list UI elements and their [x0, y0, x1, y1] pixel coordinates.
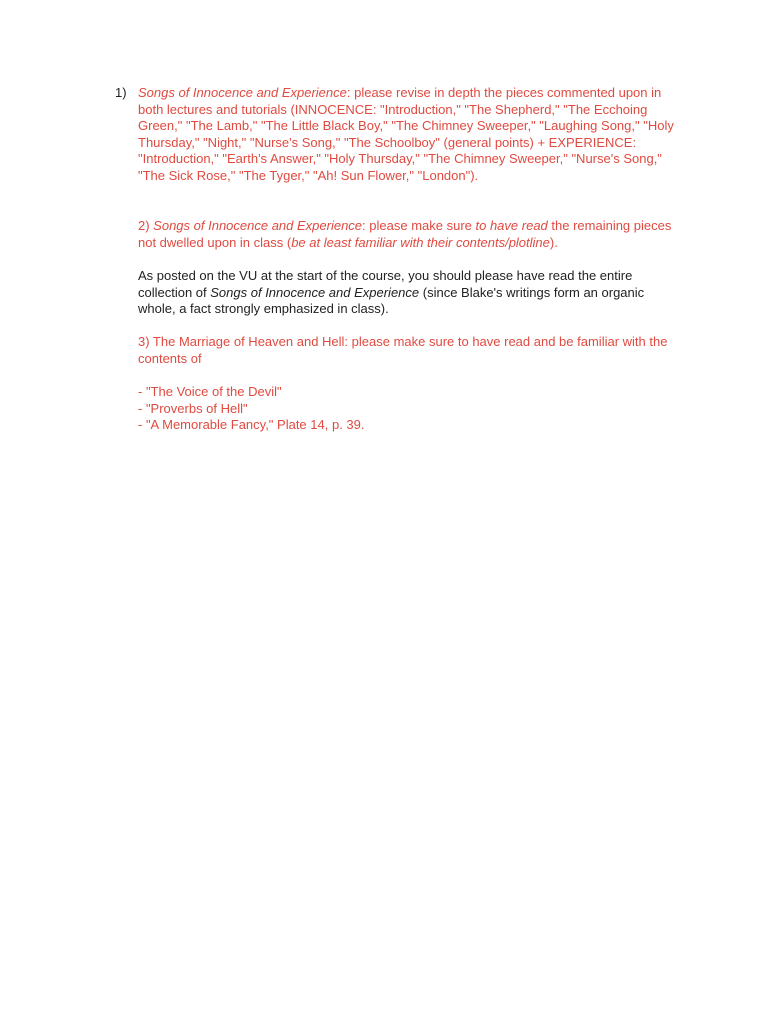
note-text-a: As posted on the VU at the start of the course, you should please have read the entire collection of [138, 268, 633, 300]
list-item: - "A Memorable Fancy," Plate 14, p. 39. [138, 417, 365, 433]
item2-prefix: 2) [138, 218, 154, 233]
item1-title: Songs of Innocence and Experience [138, 85, 347, 100]
note-title: Songs of Innocence and Experience [210, 284, 420, 300]
list-item: - "Proverbs of Hell" [138, 400, 248, 416]
paragraph-item-3: 3) The Marriage of Heaven and Hell: please make sure to have read and be familiar with the contents of [138, 334, 668, 366]
paragraph-item-1 [138, 85, 683, 185]
paragraph-note [138, 268, 683, 318]
note-text-b: (since Blake's writings form an organic whole, a fact strongly emphasized in class). [138, 284, 645, 317]
item2-emphasis-a: to have read [475, 218, 548, 233]
item3-list [138, 384, 683, 434]
paragraph-item-2 [138, 218, 683, 251]
item2-text-a: : please make sure [362, 218, 476, 233]
item1-text: : please revise in depth the pieces commented upon in both lectures and tutorials (INNOCENCE: "Introduction," "The Shepherd," "The Ecchoing Green," "The Lamb," "The Little Black Boy," "The Chimney Sweeper," "Laughing Song," "Holy Thursday," "Night," "Nurse's Song," "The Schoolboy" (general points) + EXPERIENCE: "Introduction," "Earth's Answer," "Holy Thursday," "The Chimney Sweeper," "Nurse's Song," "The Sick Rose," "The Tyger," "Ah! Sun Flower," "London"). [138, 85, 674, 183]
item2-emphasis-b: be at least familiar with their contents/plotline [291, 234, 550, 250]
item2-text-c: ). [549, 234, 558, 250]
item2-text-b: the remaining pieces not dwelled upon in class ( [138, 218, 672, 250]
list-marker-1: 1) [115, 85, 127, 100]
item2-title: Songs of Innocence and Experience [153, 218, 363, 233]
list-item: - "The Voice of the Devil" [138, 384, 282, 399]
